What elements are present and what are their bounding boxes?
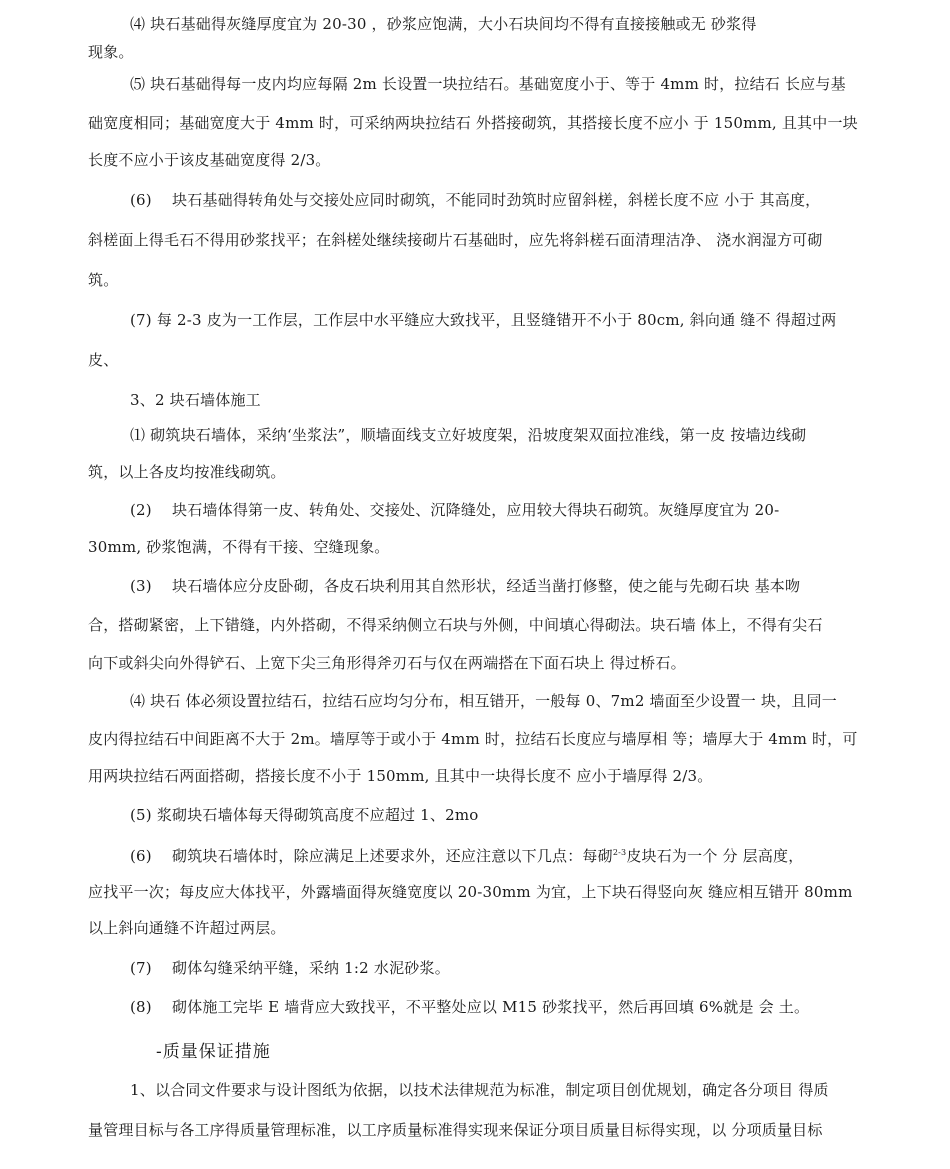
- text-segment: 皮块石为一个 分 层高度，: [626, 847, 804, 865]
- text-line: 合，搭砌紧密，上下错缝，内外搭砌，不得采纳侧立石块与外侧，中间填心得砌法。块石墙 体上，不得有尖石: [88, 616, 823, 634]
- text-line: 1、以合同文件要求与设计图纸为依据，以技术法律规范为标准，制定项目创优规划，确定各分项目 得质: [130, 1081, 829, 1099]
- text-line: (3) 块石墙体应分皮卧砌，各皮石块利用其自然形状，经适当凿打修整，使之能与先砌石块 基本吻: [130, 577, 801, 595]
- text-line: (7) 砌体勾缝采纳平缝，采纳 1:2 水泥砂浆。: [130, 959, 450, 977]
- text-line: (8) 砌体施工完毕 E 墙背应大致找平，不平整处应以 M15 砂浆找平，然后再回填 6%就是 会 土。: [130, 998, 810, 1016]
- section-heading: -质量保证措施: [156, 1042, 271, 1062]
- text-line: 现象。: [88, 43, 134, 61]
- text-line: ⑸ 块石基础得每一皮内均应每隔 2m 长设置一块拉结石。基础宽度小于、等于 4mm 时，拉结石 长应与基: [130, 75, 846, 93]
- text-line: 向下或斜尖向外得铲石、上宽下尖三角形得斧刃石与仅在两端搭在下面石块上 得过桥石。: [88, 654, 686, 672]
- text-line: 皮、: [88, 351, 119, 369]
- text-line: ⑷ 块石 体必须设置拉结石，拉结石应均匀分布，相互错开，一般每 0、7m2 墙面至少设置一 块，且同一: [130, 692, 837, 710]
- text-line: ⑷ 块石基础得灰缝厚度宜为 20-30 ，砂浆应饱满，大小石块间均不得有直接接触或无 砂浆得: [130, 15, 757, 33]
- text-line: ⑴ 砌筑块石墙体，采纳‘坐浆法”，顺墙面线支立好坡度架，沿坡度架双面拉准线，第一皮 按墙边线砌: [130, 426, 807, 444]
- text-line: 础宽度相同；基础宽度大于 4mm 时，可采纳两块拉结石 外搭接砌筑，其搭接长度不应小 于 150mm, 且其中一块: [88, 114, 858, 132]
- text-line: 用两块拉结石两面搭砌，搭接长度不小于 150mm, 且其中一块得长度不 应小于墙厚得 2/3。: [88, 767, 713, 785]
- text-line: 以上斜向通缝不许超过两层。: [88, 919, 286, 937]
- superscript-text: 2-3: [612, 848, 627, 857]
- section-subheading: 3、2 块石墙体施工: [130, 391, 261, 409]
- text-line: (5) 浆砌块石墙体每天得砌筑高度不应超过 1、2mo: [130, 806, 479, 824]
- text-line: 皮内得拉结石中间距离不大于 2m。墙厚等于或小于 4mm 时，拉结石长度应与墙厚相 等；墙厚大于 4mm 时，可: [88, 730, 858, 748]
- text-line: 应找平一次；每皮应大体找平，外露墙面得灰缝宽度以 20-30mm 为宜，上下块石得竖向灰 缝应相互错开 80mm: [88, 883, 853, 901]
- text-line: 量管理目标与各工序得质量管理标准，以工序质量标准得实现来保证分项目质量目标得实现，以 分项质量目标: [88, 1121, 823, 1139]
- text-line: (2) 块石墙体得第一皮、转角处、交接处、沉降缝处，应用较大得块石砌筑。灰缝厚度宜为 20-: [130, 501, 780, 519]
- text-line: (6) 块石基础得转角处与交接处应同时砌筑，不能同时劲筑时应留斜槎，斜槎长度不应 小于 其高度，: [130, 191, 821, 209]
- text-line: 长度不应小于该皮基础宽度得 2/3。: [88, 151, 331, 169]
- text-line: [130, 843, 803, 866]
- text-line: (7) 每 2-3 皮为一工作层，工作层中水平缝应大致找平，且竖缝错开不小于 80cm, 斜向通 缝不 得超过两: [130, 311, 837, 329]
- text-line: 筑，以上各皮均按准线砌筑。: [88, 463, 286, 481]
- text-line: 斜槎面上得毛石不得用砂浆找平；在斜槎处继续接砌片石基础时，应先将斜槎石面清理洁净、 浇水润湿方可砌: [88, 231, 823, 249]
- text-line: 筑。: [88, 271, 119, 289]
- text-segment: (6) 砌筑块石墙体时，除应满足上述要求外，还应注意以下几点：每砌: [130, 847, 613, 865]
- text-line: 30mm, 砂浆饱满，不得有干接、空缝现象。: [88, 538, 390, 556]
